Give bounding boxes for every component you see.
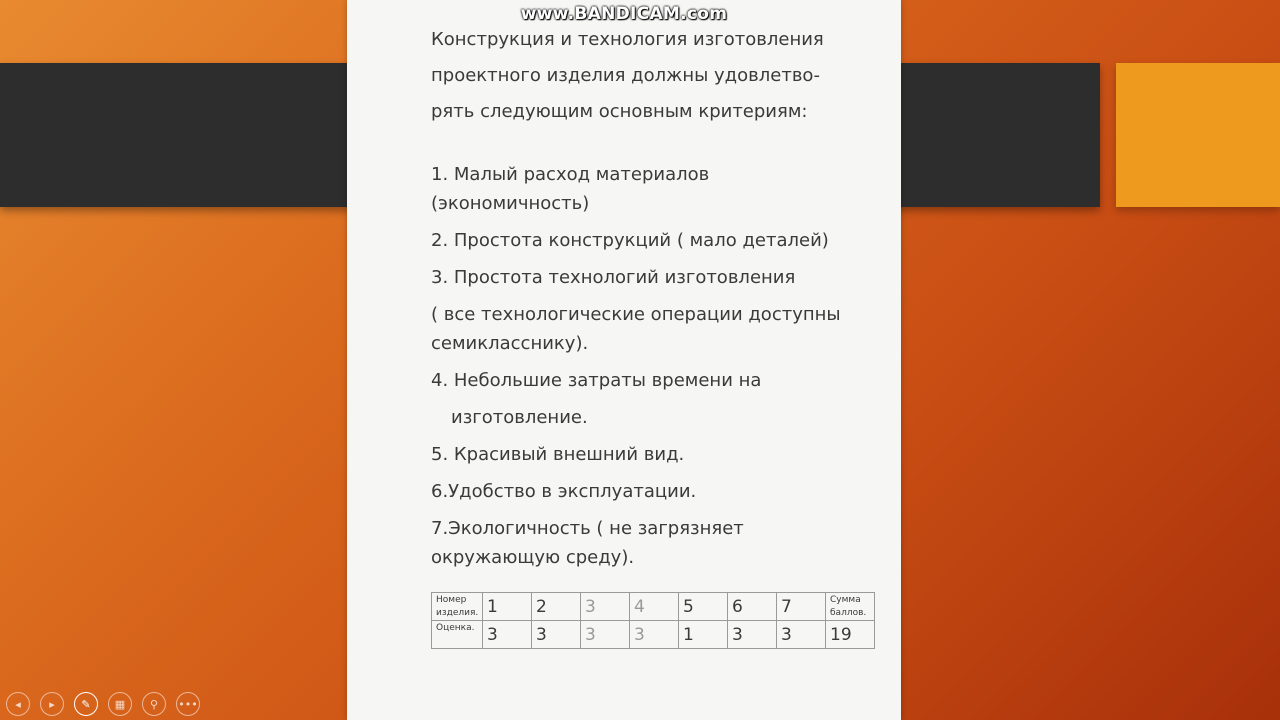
table-row bbox=[432, 621, 875, 649]
criterion-item bbox=[431, 160, 891, 218]
previous-slide-button[interactable] bbox=[6, 692, 30, 716]
criterion-line: изготовление. bbox=[451, 407, 588, 428]
next-slide-icon: ▸ bbox=[49, 697, 55, 711]
sum-label: Сумма баллов. bbox=[826, 593, 875, 621]
criterion-line: 1. Малый расход материалов bbox=[431, 164, 710, 185]
more-options-button[interactable] bbox=[176, 692, 200, 716]
criteria-list bbox=[431, 160, 891, 572]
previous-slide-icon: ◂ bbox=[15, 697, 21, 711]
table-cell: 5 bbox=[679, 593, 728, 621]
table-cell: 4 bbox=[630, 593, 679, 621]
pen-tool-icon: ✎ bbox=[81, 697, 91, 711]
table-cell: 7 bbox=[777, 593, 826, 621]
row-label-product-number: Номер изделия. bbox=[432, 593, 483, 621]
scanned-document-page bbox=[347, 0, 901, 720]
see-all-slides-icon: ▦ bbox=[114, 697, 126, 711]
criterion-line: 2. Простота конструкций ( мало деталей) bbox=[431, 230, 829, 251]
criterion-item bbox=[431, 226, 891, 255]
score-table bbox=[431, 592, 875, 649]
criterion-line: 5. Красивый внешний вид. bbox=[431, 444, 685, 465]
criterion-item bbox=[431, 263, 891, 292]
table-cell: 3 bbox=[532, 621, 581, 649]
more-options-icon: ••• bbox=[178, 697, 198, 711]
criterion-line: (экономичность) bbox=[431, 193, 590, 214]
slideshow-controls bbox=[6, 692, 200, 716]
criterion-line: 6.Удобство в эксплуатации. bbox=[431, 481, 697, 502]
zoom-icon: ⚲ bbox=[149, 697, 159, 711]
intro-line: проектного изделия должны удовлетво- bbox=[431, 65, 820, 86]
criterion-item bbox=[431, 403, 891, 432]
zoom-button[interactable] bbox=[142, 692, 166, 716]
table-cell: 3 bbox=[581, 593, 630, 621]
table-cell: 3 bbox=[630, 621, 679, 649]
table-cell: 2 bbox=[532, 593, 581, 621]
table-cell: 3 bbox=[728, 621, 777, 649]
table-row bbox=[432, 593, 875, 621]
table-cell: 3 bbox=[777, 621, 826, 649]
criterion-item bbox=[431, 300, 891, 358]
see-all-slides-button[interactable] bbox=[108, 692, 132, 716]
criterion-item bbox=[431, 477, 891, 506]
criterion-line: окружающую среду). bbox=[431, 547, 635, 568]
criterion-line: 7.Экологичность ( не загрязняет bbox=[431, 518, 744, 539]
table-cell: 1 bbox=[483, 593, 532, 621]
table-cell: 3 bbox=[483, 621, 532, 649]
intro-paragraph bbox=[431, 22, 891, 130]
criterion-line: ( все технологические операции доступны bbox=[431, 304, 841, 325]
criterion-line: 4. Небольшие затраты времени на bbox=[431, 370, 762, 391]
next-slide-button[interactable] bbox=[40, 692, 64, 716]
intro-line: Конструкция и технология изготовления bbox=[431, 29, 824, 50]
pen-tool-button[interactable] bbox=[74, 692, 98, 716]
table-cell: 1 bbox=[679, 621, 728, 649]
title-band-accent bbox=[1116, 63, 1280, 207]
table-cell: 3 bbox=[581, 621, 630, 649]
sum-value: 19 bbox=[826, 621, 875, 649]
criterion-item bbox=[431, 514, 891, 572]
criterion-line: 3. Простота технологий изготовления bbox=[431, 267, 796, 288]
recorder-watermark: www.BANDICAM.com bbox=[520, 4, 728, 24]
row-label-score: Оценка. bbox=[432, 621, 483, 649]
document-text bbox=[431, 22, 891, 580]
table-cell: 6 bbox=[728, 593, 777, 621]
criterion-item bbox=[431, 440, 891, 469]
criterion-line: семикласснику). bbox=[431, 333, 589, 354]
criterion-item bbox=[431, 366, 891, 395]
intro-line: рять следующим основным критериям: bbox=[431, 101, 808, 122]
